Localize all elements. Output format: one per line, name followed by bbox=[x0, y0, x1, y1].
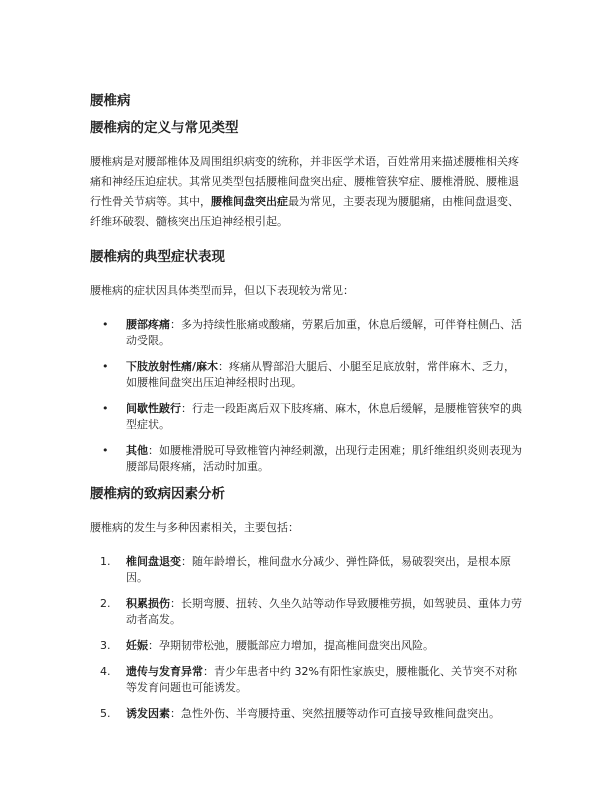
causes-list bbox=[90, 554, 524, 722]
symptoms-list bbox=[90, 317, 524, 475]
section-definition bbox=[90, 119, 524, 232]
list-item: • 腰部疼痛：多为持续性胀痛或酸痛，劳累后加重，休息后缓解，可伴脊柱侧凸、活动受限。 bbox=[102, 318, 522, 347]
list-item: • 下肢放射性痛/麻木：疼痛从臀部沿大腿后、小腿至足底放射，常伴麻木、乏力，如腰椎间盘突出压迫神经根时出现。 bbox=[102, 360, 516, 389]
section-heading: 腰椎病的典型症状表现 bbox=[90, 249, 225, 265]
causes-intro: 腰椎病的发生与多种因素相关，主要包括： bbox=[90, 521, 299, 534]
section-heading: 腰椎病的致病因素分析 bbox=[90, 486, 225, 502]
list-item: 2. 积累损伤：长期弯腰、扭转、久坐久站等动作导致腰椎劳损，如驾驶员、重体力劳动者高发。 bbox=[100, 597, 522, 626]
document-title: 腰椎病 bbox=[90, 93, 131, 109]
section-symptoms bbox=[90, 248, 524, 475]
section-causes bbox=[90, 485, 524, 722]
section-heading: 腰椎病的定义与常见类型 bbox=[90, 120, 239, 136]
list-item: 3. 妊娠：孕期韧带松弛，腰骶部应力增加，提高椎间盘突出风险。 bbox=[100, 639, 434, 652]
list-item: 4. 遗传与发育异常：青少年患者中约 32%有阳性家族史，腰椎骶化、关节突不对称等发育问题也可能诱发。 bbox=[100, 665, 517, 694]
list-item: • 间歇性跛行：行走一段距离后双下肢疼痛、麻木，休息后缓解，是腰椎管狭窄的典型症状。 bbox=[102, 402, 522, 431]
list-item: • 其他：如腰椎滑脱可导致椎管内神经刺激，出现行走困难；肌纤维组织炎则表现为腰部局限疼痛，活动时加重。 bbox=[102, 444, 522, 473]
list-item: 1. 椎间盘退变：随年龄增长，椎间盘水分减少、弹性降低，易破裂突出，是根本原因。 bbox=[100, 555, 511, 584]
definition-paragraph: 腰椎病是对腰部椎体及周围组织病变的统称，并非医学术语，百姓常用来描述腰椎相关疼痛和神经压迫症状。其常见类型包括腰椎间盘突出症、腰椎管狭窄症、腰椎滑脱、腰椎退行性骨关节病等。其中，腰椎间盘突出症最为常见，主要表现为腰腿痛，由椎间盘退变、纤维环破裂、髓核突出压迫神经根引起。 bbox=[90, 155, 519, 228]
list-item: 5. 诱发因素：急性外伤、半弯腰持重、突然扭腰等动作可直接导致椎间盘突出。 bbox=[100, 707, 500, 720]
symptoms-intro: 腰椎病的症状因具体类型而异，但以下表现较为常见： bbox=[90, 284, 354, 297]
